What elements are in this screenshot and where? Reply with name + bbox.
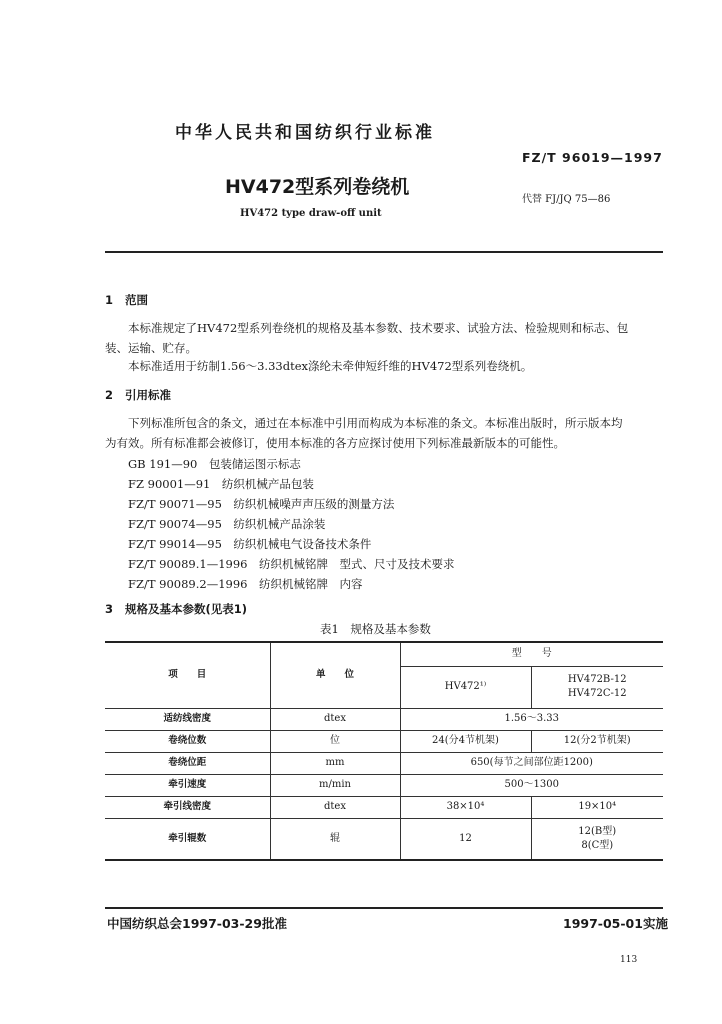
row-item: 卷绕位数 (105, 730, 270, 752)
reference-item: FZ 90001—91 纺织机械产品包装 (128, 477, 314, 491)
row-value-b: 19×10⁴ (531, 796, 663, 818)
row-value-b-line-1: 12(B型) (578, 825, 617, 837)
row-value: 1.56～3.33 (400, 708, 663, 730)
row-item: 卷绕位距 (105, 752, 270, 774)
row-unit: dtex (270, 796, 400, 818)
section-2-heading (105, 387, 171, 403)
table-caption: 表1 规格及基本参数 (320, 622, 431, 636)
section-number: 2 (105, 388, 114, 402)
table-row (105, 730, 663, 752)
reference-item: FZ/T 99014—95 纺织机械电气设备技术条件 (128, 537, 372, 551)
table-row (105, 796, 663, 818)
table-row (105, 818, 663, 860)
issuing-agency: 中华人民共和国纺织行业标准 (175, 123, 435, 143)
page-number: 113 (620, 955, 638, 965)
section-1-heading (105, 292, 148, 308)
row-unit: m/min (270, 774, 400, 796)
reference-item: FZ/T 90074—95 纺织机械产品涂装 (128, 517, 326, 531)
approval-date: 中国纺织总会1997-03-29批准 (107, 916, 287, 931)
row-value: 650(每节之间部位距1200) (400, 752, 663, 774)
row-item: 牵引线密度 (105, 796, 270, 818)
row-value-b (531, 818, 663, 860)
reference-item: GB 191—90 包装储运图示标志 (128, 457, 301, 471)
row-value: 500～1300 (400, 774, 663, 796)
row-value-b-line-2: 8(C型) (581, 839, 614, 851)
section-number: 3 (105, 602, 114, 616)
row-item: 牵引速度 (105, 774, 270, 796)
implementation-date: 1997-05-01实施 (563, 916, 668, 931)
column-header-model: 型 号 (400, 642, 663, 666)
model-b-header (531, 666, 663, 708)
section-2-para-line-1: 下列标准所包含的条文，通过在本标准中引用而构成为本标准的条文。本标准出版时，所示版本均 (128, 416, 623, 430)
model-b-line-2: HV472C-12 (567, 688, 627, 699)
reference-item: FZ/T 90089.2—1996 纺织机械铭牌 内容 (128, 577, 363, 591)
reference-item: FZ/T 90071—95 纺织机械噪声声压级的测量方法 (128, 497, 395, 511)
table-header-row (105, 642, 663, 666)
section-title: 范围 (125, 293, 148, 307)
row-unit: 辊 (270, 818, 400, 860)
row-item: 适纺线密度 (105, 708, 270, 730)
column-header-item: 项 目 (105, 642, 270, 708)
footer-rule (105, 907, 663, 909)
reference-item: FZ/T 90089.1—1996 纺织机械铭牌 型式、尺寸及技术要求 (128, 557, 455, 571)
model-a-header: HV472¹⁾ (400, 666, 531, 708)
section-title: 引用标准 (125, 388, 171, 402)
row-value-a: 12 (400, 818, 531, 860)
row-unit: 位 (270, 730, 400, 752)
section-title: 规格及基本参数(见表1) (125, 602, 248, 616)
standard-number: FZ/T 96019—1997 (522, 150, 663, 165)
spec-table (105, 641, 663, 861)
section-number: 1 (105, 293, 114, 307)
section-1-para-1-line-1: 本标准规定了HV472型系列卷绕机的规格及基本参数、技术要求、试验方法、检验规则和标志、包 (128, 321, 629, 335)
section-1-para-2: 本标准适用于纺制1.56～3.33dtex涤纶未牵伸短纤维的HV472型系列卷绕机。 (128, 359, 533, 373)
document-title-en: HV472 type draw-off unit (240, 208, 382, 219)
table-row (105, 708, 663, 730)
section-1-para-1-line-2: 装、运输、贮存。 (105, 341, 197, 355)
row-value-b: 12(分2节机架) (531, 730, 663, 752)
row-value-a: 38×10⁴ (400, 796, 531, 818)
model-b-line-1: HV472B-12 (567, 674, 627, 685)
table-row (105, 774, 663, 796)
document-title-cn: HV472型系列卷绕机 (225, 176, 410, 198)
column-header-unit: 单 位 (270, 642, 400, 708)
row-unit: mm (270, 752, 400, 774)
section-3-heading (105, 601, 247, 617)
table-row (105, 752, 663, 774)
section-2-para-line-2: 为有效。所有标准都会被修订，使用本标准的各方应探讨使用下列标准最新版本的可能性。 (105, 436, 565, 450)
row-item: 牵引辊数 (105, 818, 270, 860)
header-rule (105, 251, 663, 253)
row-value-a: 24(分4节机架) (400, 730, 531, 752)
replaces-standard: 代替 FJ/JQ 75—86 (522, 194, 611, 205)
row-unit: dtex (270, 708, 400, 730)
